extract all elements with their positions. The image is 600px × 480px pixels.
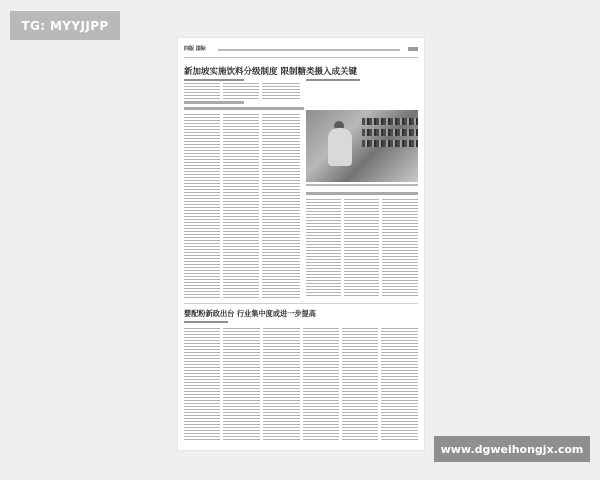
article1-photo bbox=[306, 110, 418, 182]
watermark-tag-label: TG: MYYJJPP bbox=[10, 11, 120, 40]
article1-headline: 新加坡实施饮料分级制度 限制糖类摄入成关键 bbox=[184, 67, 357, 77]
article2-col-4 bbox=[303, 328, 339, 440]
dateline-bar bbox=[218, 49, 400, 51]
article1-col-2 bbox=[223, 114, 259, 298]
article2-col-1 bbox=[184, 328, 220, 440]
article1-byline bbox=[184, 79, 244, 81]
article1-byline-right bbox=[306, 79, 360, 81]
photo-shelf-bottom bbox=[362, 140, 418, 147]
section-tag: 四版 国际 bbox=[184, 46, 206, 52]
watermark-url-label: www.dgweihongjx.com bbox=[434, 436, 590, 462]
article1-photo-caption bbox=[306, 184, 418, 186]
article1-col-3 bbox=[262, 114, 300, 298]
article2-col-3 bbox=[263, 328, 300, 440]
article1-right-subhead bbox=[306, 192, 418, 195]
article1-col-5 bbox=[344, 199, 379, 297]
photo-shelf-middle bbox=[362, 129, 418, 136]
page-header bbox=[184, 45, 418, 58]
article1-col-4 bbox=[306, 199, 341, 297]
article1-lead-col-1 bbox=[184, 83, 220, 99]
photo-person-body bbox=[328, 128, 352, 166]
article-divider bbox=[184, 303, 418, 304]
article2-headline: 婴配粉新政出台 行业集中度或进一步提高 bbox=[184, 309, 316, 318]
photo-shelf-top bbox=[362, 118, 418, 125]
article1-col-1 bbox=[184, 114, 220, 298]
article2-byline bbox=[184, 321, 228, 323]
article1-lead-col-2 bbox=[223, 83, 259, 99]
article1-subhead-b bbox=[184, 107, 304, 110]
article2-col-6 bbox=[381, 328, 418, 440]
newspaper-page bbox=[178, 38, 424, 450]
article2-col-2 bbox=[223, 328, 260, 440]
article2-col-5 bbox=[342, 328, 378, 440]
article1-col-6 bbox=[382, 199, 418, 297]
article1-lead-col-3 bbox=[262, 83, 300, 99]
page-number-block bbox=[408, 47, 418, 51]
article1-subhead-a bbox=[184, 101, 244, 104]
